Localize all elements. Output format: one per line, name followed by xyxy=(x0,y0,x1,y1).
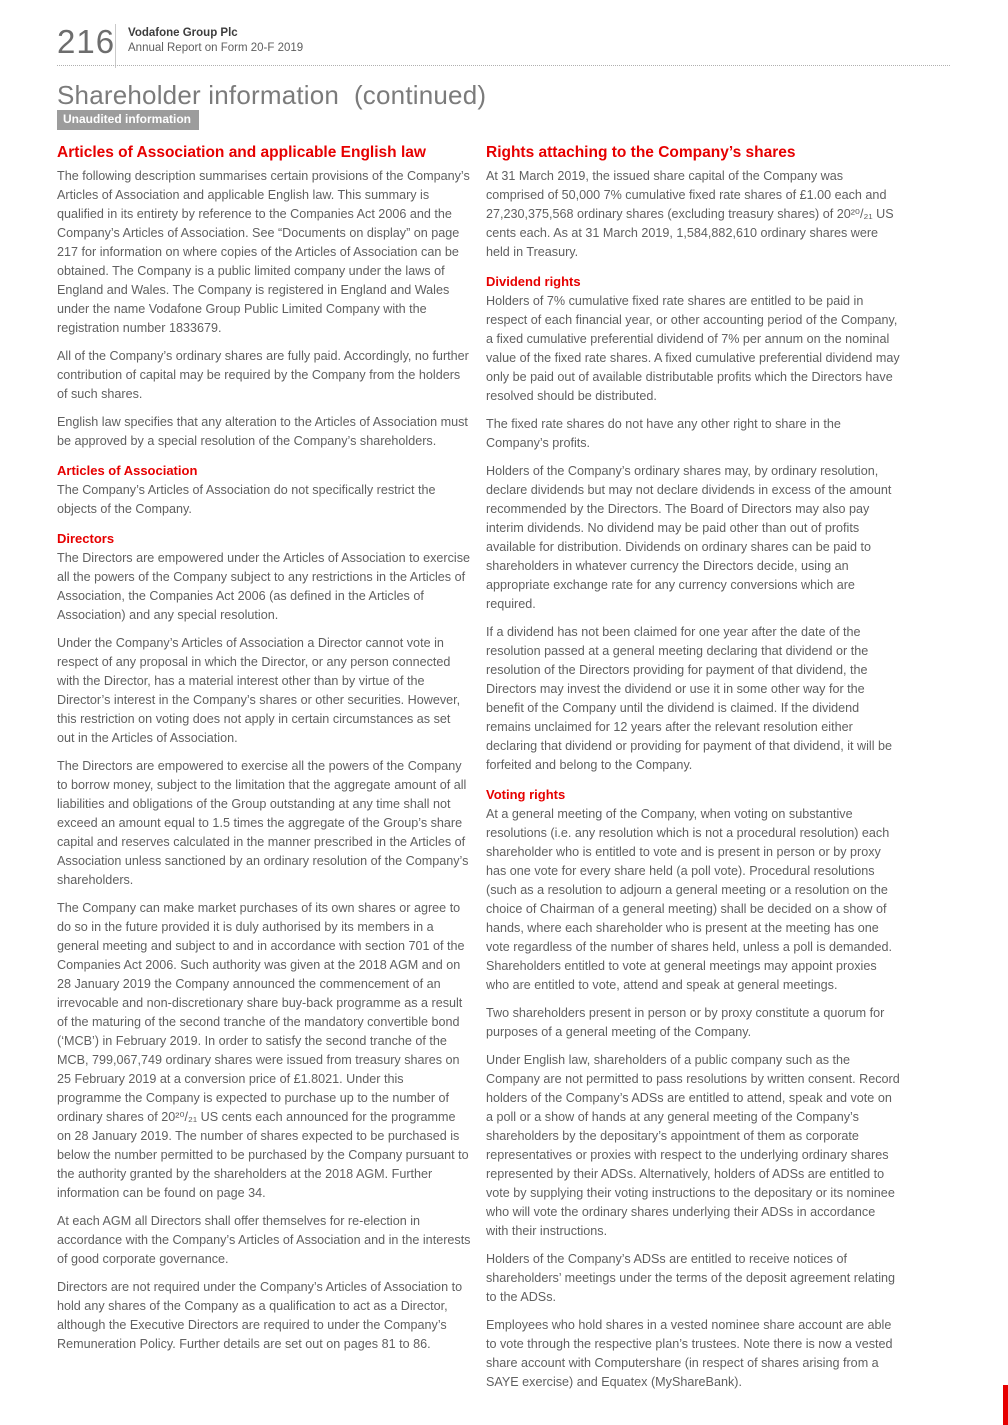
body-paragraph: The Directors are empowered to exercise all the powers of the Company to borrow money, subject to the limitation that the aggregate amount of all liabilities and obligations of the Group outstanding at any time shall not exceed an amount equal to 1.5 times the aggregate of the Group’s share capital and reserves calculated in the manner prescribed in the Articles of Association unless sanctioned by an ordinary resolution of the Company’s shareholders. xyxy=(57,759,469,887)
body-paragraph: Under English law, shareholders of a public company such as the Company are not permitted to pass resolutions by written consent. Record holders of the Company’s ADSs are entitled to attend, speak and vote on a poll or a show of hands at any general meeting of the Company’s shareholders by the depositary’s appointment of them as corporate representatives or proxies with respect to the underlying ordinary shares represented by their ADSs. Alternatively, holders of ADSs are entitled to vote by supplying their voting instructions to the depositary or its nominee who will vote the ordinary shares underlying their ADSs in accordance with their instructions. xyxy=(486,1053,900,1238)
unaudited-badge: Unaudited information xyxy=(57,110,199,130)
section-subheading: Dividend rights xyxy=(486,274,581,289)
page-title: Shareholder information (continued) xyxy=(57,80,487,110)
company-name: Vodafone Group Plc xyxy=(128,27,238,39)
header-meta xyxy=(128,24,303,56)
content-columns xyxy=(57,143,900,1401)
report-name: Annual Report on Form 20-F 2019 xyxy=(128,42,304,54)
section-subheading: Voting rights xyxy=(486,787,566,802)
body-paragraph: English law specifies that any alteration to the Articles of Association must be approved by a special resolution of the Company’s shareholders. xyxy=(57,415,468,448)
body-paragraph: At each AGM all Directors shall offer themselves for re-election in accordance with the Company’s Articles of Association and in the interests of good corporate governance. xyxy=(57,1214,471,1266)
body-paragraph: Holders of 7% cumulative fixed rate shares are entitled to be paid in respect of each financial year, or other accounting period of the Company, a fixed cumulative preferential dividend of 7% per annum on the nominal value of the fixed rate shares. A fixed cumulative preferential dividend may only be paid out of available distributable profits which the Directors have resolved should be distributed. xyxy=(486,294,900,403)
body-paragraph: Holders of the Company’s ordinary shares may, by ordinary resolution, declare dividends but may not declare dividends in excess of the amount recommended by the Directors. The Board of Directors may also pay interim dividends. No dividend may be paid other than out of profits available for distribution. Dividends on ordinary shares can be paid to shareholders in whatever currency the Directors decide, using an appropriate exchange rate for any currency conversions which are required. xyxy=(486,464,892,611)
body-paragraph: The fixed rate shares do not have any other right to share in the Company’s profits. xyxy=(486,417,841,450)
body-paragraph: At 31 March 2019, the issued share capital of the Company was comprised of 50,000 7% cumulative fixed rate shares of £1.00 each and 27,230,375,568 ordinary shares (excluding treasury shares) of 20²⁰/₂₁ US cents each. As at 31 March 2019, 1,584,882,610 ordinary shares were held in Treasury. xyxy=(486,169,894,259)
body-paragraph: All of the Company’s ordinary shares are fully paid. Accordingly, no further contribution of capital may be required by the Company from the holders of such shares. xyxy=(57,349,469,401)
page-edge-tab xyxy=(1003,1385,1008,1425)
section-heading: Rights attaching to the Company’s shares xyxy=(486,144,796,161)
body-paragraph: Employees who hold shares in a vested nominee share account are able to vote through the respective plan’s trustees. Note there is now a vested share account with Computershare (in respect of shares arising from a SAYE exercise) and Equatex (MyShareBank). xyxy=(486,1318,893,1389)
body-paragraph: Holders of the Company’s ADSs are entitled to receive notices of shareholders’ meetings under the terms of the deposit agreement relating to the ADSs. xyxy=(486,1252,896,1304)
body-paragraph: Under the Company’s Articles of Association a Director cannot vote in respect of any proposal in which the Director, or any person connected with the Director, has a material interest other than by virtue of the Director’s interest in the Company’s shares or other securities. However, this restriction on voting does not apply in certain circumstances as set out in the Articles of Association. xyxy=(57,636,461,745)
body-paragraph: Directors are not required under the Company’s Articles of Association to hold any shares of the Company as a qualification to act as a Director, although the Executive Directors are required to under the Company’s Remuneration Policy. Further details are set out on pages 81 to 86. xyxy=(57,1280,463,1351)
right-column xyxy=(486,143,900,1401)
section-subheading: Directors xyxy=(57,531,115,546)
header-rule xyxy=(57,65,950,66)
body-paragraph: Two shareholders present in person or by proxy constitute a quorum for purposes of a general meeting of the Company. xyxy=(486,1006,885,1039)
body-paragraph: If a dividend has not been claimed for one year after the date of the resolution passed at a general meeting declaring that dividend or the resolution of the Directors providing for payment of that dividend, the Directors may invest the dividend or use it in some other way for the benefit of the Company until the dividend is claimed. If the dividend remains unclaimed for 12 years after the relevant resolution either declaring that dividend or providing for payment of that dividend, it will be forfeited and belong to the Company. xyxy=(486,625,893,772)
section-heading: Articles of Association and applicable English law xyxy=(57,144,426,161)
body-paragraph: The Directors are empowered under the Articles of Association to exercise all the powers of the Company subject to any restrictions in the Articles of Association, the Companies Act 2006 (as defined in the Articles of Association) and any special resolution. xyxy=(57,551,470,622)
body-paragraph: At a general meeting of the Company, when voting on substantive resolutions (i.e. any resolution which is not a procedural resolution) each shareholder who is entitled to vote and is present in person or by proxy has one vote for every share held (a poll vote). Procedural resolutions (such as a resolution to adjourn a general meeting or a resolution on the choice of Chairman of a general meeting) shall be decided on a show of hands, where each shareholder who is present at the meeting has one vote regardless of the number of shares held, unless a poll is demanded. Shareholders entitled to vote at general meetings may appoint proxies who are entitled to vote, attend and speak at general meetings. xyxy=(486,807,893,992)
body-paragraph: The Company can make market purchases of its own shares or agree to do so in the future provided it is duly authorised by its members in a general meeting and subject to and in accordance with section 701 of the Companies Act 2006. Such authority was given at the 2018 AGM and on 28 January 2019 the Company announced the commencement of an irrevocable and non-discretionary share buy-back programme as a result of the maturing of the second tranche of the mandatory convertible bond (‘MCB’) in February 2019. In order to satisfy the second tranche of the MCB, 799,067,749 ordinary shares were issued from treasury shares on 25 February 2019 at a conversion price of £1.8021. Under this programme the Company is expected to purchase up to the number of ordinary shares of 20²⁰/₂₁ US cents each announced for the programme on 28 January 2019. The number of shares expected to be purchased is below the number permitted to be purchased by the Company pursuant to the authority granted by the shareholders at the 2018 AGM. Further information can be found on page 34. xyxy=(57,901,469,1200)
page-number: 216 xyxy=(57,23,116,60)
page-header xyxy=(57,24,950,68)
left-column xyxy=(57,143,471,1401)
section-subheading: Articles of Association xyxy=(57,463,198,478)
body-paragraph: The following description summarises certain provisions of the Company’s Articles of Association and applicable English law. This summary is qualified in its entirety by reference to the Companies Act 2006 and the Company’s Articles of Association. See “Documents on display” on page 217 for information on where copies of the Articles of Association can be obtained. The Company is a public limited company under the laws of England and Wales. The Company is registered in England and Wales under the name Vodafone Group Public Limited Company with the registration number 1833679. xyxy=(57,169,470,335)
header-divider xyxy=(115,24,116,68)
body-paragraph: The Company’s Articles of Association do not specifically restrict the objects of the Company. xyxy=(57,483,436,516)
